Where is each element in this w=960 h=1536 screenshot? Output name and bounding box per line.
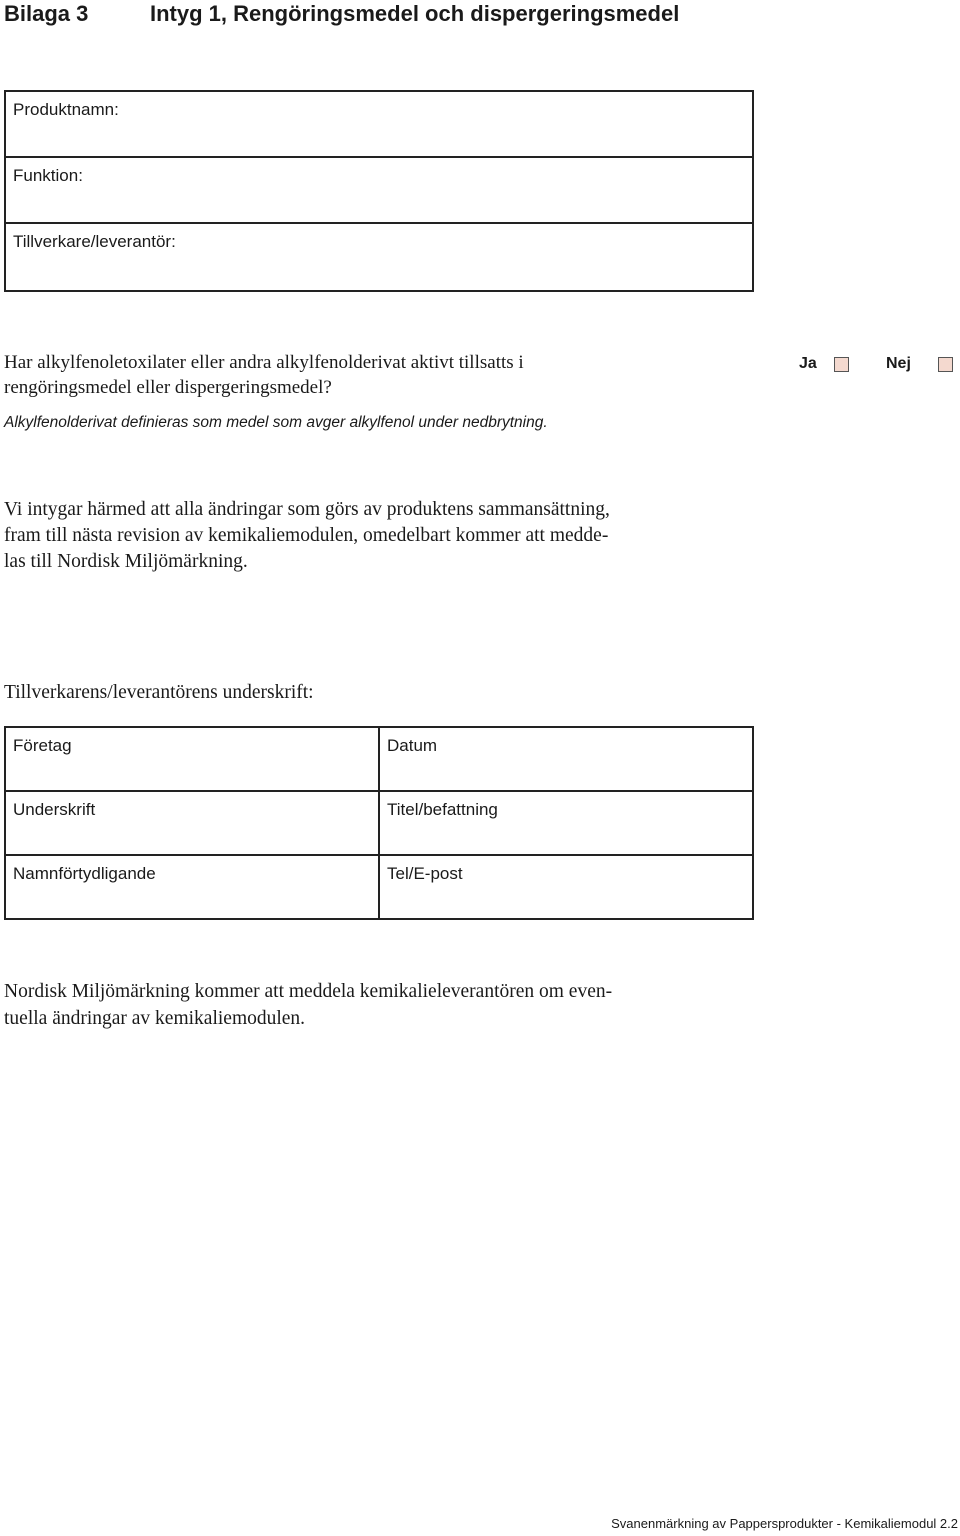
product-info-box [4, 90, 754, 292]
no-checkbox[interactable] [938, 357, 953, 372]
yes-checkbox[interactable] [834, 357, 849, 372]
page-title: Intyg 1, Rengöringsmedel och dispergeringsmedel [150, 1, 680, 26]
yes-label: Ja [799, 355, 817, 372]
question-line-2: rengöringsmedel eller dispergeringsmedel? [4, 377, 332, 398]
closing-paragraph [4, 978, 764, 1032]
phone-email-field[interactable] [380, 856, 752, 918]
page-footer: Svanenmärkning av Pappersprodukter - Kemikaliemodul 2.2 [611, 1516, 958, 1531]
alkylphenol-question [4, 350, 704, 400]
function-label: Funktion: [13, 166, 83, 185]
name-clarification-field[interactable] [6, 856, 380, 918]
manufacturer-label: Tillverkare/leverantör: [13, 232, 176, 251]
product-name-label: Produktnamn: [13, 100, 119, 119]
signature-heading: Tillverkarens/leverantörens underskrift: [4, 682, 314, 703]
signature-table [4, 726, 754, 920]
closing-line-1: Nordisk Miljömärkning kommer att meddela kemikalieleverantören om even- [4, 981, 613, 1002]
product-name-field[interactable] [6, 92, 752, 158]
attestation-line-3: las till Nordisk Miljömärkning. [4, 551, 248, 572]
date-field[interactable] [380, 728, 752, 792]
company-label: Företag [13, 736, 72, 755]
attestation-line-1: Vi intygar härmed att alla ändringar som görs av produktens sammansättning, [4, 499, 610, 520]
attestation-line-2: fram till nästa revision av kemikaliemodulen, omedelbart kommer att medde- [4, 525, 609, 546]
date-label: Datum [387, 736, 438, 755]
function-field[interactable] [6, 158, 752, 224]
signature-label: Underskrift [13, 800, 96, 819]
phone-email-label: Tel/E-post [387, 864, 463, 883]
attestation-paragraph [4, 497, 764, 575]
question-note: Alkylfenolderivat definieras som medel som avger alkylfenol under nedbrytning. [4, 414, 548, 431]
job-title-label: Titel/befattning [387, 800, 498, 819]
appendix-label: Bilaga 3 [4, 1, 89, 26]
company-field[interactable] [6, 728, 380, 792]
job-title-field[interactable] [380, 792, 752, 856]
manufacturer-field[interactable] [6, 224, 752, 290]
no-label: Nej [886, 355, 911, 372]
name-clarification-label: Namnförtydligande [13, 864, 156, 883]
closing-line-2: tuella ändringar av kemikaliemodulen. [4, 1008, 306, 1029]
signature-field[interactable] [6, 792, 380, 856]
question-line-1: Har alkylfenoletoxilater eller andra alkylfenolderivat aktivt tillsatts i [4, 352, 524, 373]
